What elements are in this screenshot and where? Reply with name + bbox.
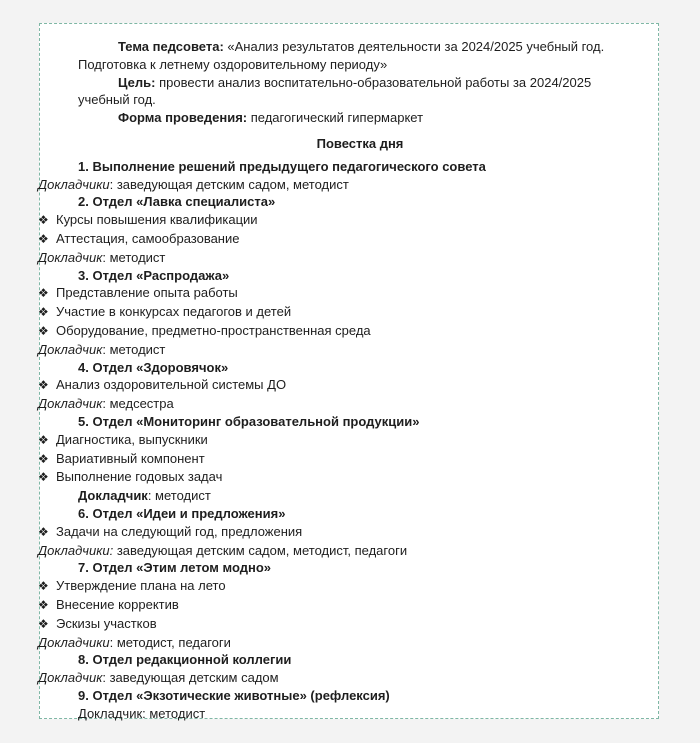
agenda-list bbox=[38, 158, 642, 723]
speaker-label: Докладчики: bbox=[38, 542, 114, 558]
agenda-bullet-item bbox=[38, 615, 642, 634]
speaker-label: Докладчик bbox=[78, 705, 143, 721]
diamond-bullet-icon: ❖ bbox=[38, 616, 49, 631]
agenda-bullet-item bbox=[38, 450, 642, 469]
speaker-text: : заведующая детским садом bbox=[102, 670, 279, 686]
diamond-bullet-icon: ❖ bbox=[38, 524, 49, 539]
agenda-item-title: 5. Отдел «Мониторинг образовательной продукции» bbox=[78, 413, 420, 429]
bullet-text: Утверждение плана на лето bbox=[56, 578, 226, 594]
diamond-bullet-icon: ❖ bbox=[38, 451, 49, 466]
agenda-bullet-item bbox=[38, 596, 642, 615]
bullet-text: Эскизы участков bbox=[56, 615, 157, 631]
agenda-bullet-item bbox=[38, 211, 642, 230]
agenda-bullet-item bbox=[38, 303, 642, 322]
goal-paragraph bbox=[40, 74, 642, 110]
agenda-title: Повестка дня bbox=[316, 135, 404, 151]
bullet-text: Выполнение годовых задач bbox=[56, 469, 223, 485]
speaker-line bbox=[38, 542, 642, 560]
bullet-text: Оборудование, предметно-пространственная среда bbox=[56, 322, 371, 338]
form-paragraph bbox=[40, 109, 642, 127]
speaker-text: : заведующая детским садом, методист bbox=[109, 176, 349, 192]
bullet-text: Участие в конкурсах педагогов и детей bbox=[56, 304, 292, 320]
speaker-text: : методист bbox=[147, 488, 211, 504]
diamond-bullet-icon: ❖ bbox=[38, 231, 49, 246]
agenda-item-title: 7. Отдел «Этим летом модно» bbox=[78, 560, 272, 576]
speaker-line bbox=[38, 395, 642, 413]
speaker-label: Докладчик bbox=[78, 488, 148, 504]
agenda-bullet-item bbox=[38, 431, 642, 450]
speaker-label: Докладчики bbox=[38, 176, 110, 192]
agenda-item-title: 4. Отдел «Здоровячок» bbox=[78, 359, 229, 375]
speaker-label: Докладчик bbox=[38, 670, 103, 686]
bullet-text: Задачи на следующий год, предложения bbox=[56, 523, 303, 539]
bullet-text: Внесение корректив bbox=[56, 596, 179, 612]
speaker-line bbox=[38, 669, 642, 687]
speaker-line bbox=[78, 487, 642, 505]
bullet-text: Аттестация, самообразование bbox=[56, 230, 240, 246]
theme-label: Тема педсовета: bbox=[118, 39, 224, 54]
diamond-bullet-icon: ❖ bbox=[38, 597, 49, 612]
agenda-item-title: 6. Отдел «Идеи и предложения» bbox=[78, 505, 286, 521]
agenda-item-title: 8. Отдел редакционной коллегии bbox=[78, 652, 292, 668]
form-text: педагогический гипермаркет bbox=[247, 110, 424, 126]
speaker-line bbox=[38, 634, 642, 652]
agenda-bullet-item bbox=[38, 468, 642, 487]
speaker-line bbox=[38, 176, 642, 194]
agenda-bullet-item bbox=[38, 284, 642, 303]
bullet-text: Представление опыта работы bbox=[56, 285, 238, 301]
speaker-text: заведующая детским садом, методист, педагоги bbox=[113, 542, 408, 558]
diamond-bullet-icon: ❖ bbox=[38, 305, 49, 320]
bullet-text: Диагностика, выпускники bbox=[56, 431, 208, 447]
agenda-bullet-item bbox=[38, 577, 642, 596]
speaker-text: : методист bbox=[102, 341, 166, 357]
bullet-text: Курсы повышения квалификации bbox=[56, 212, 258, 228]
goal-text: провести анализ воспитательно-образовательной работы за 2024/2025 учебный год. bbox=[78, 74, 592, 108]
speaker-text: : медсестра bbox=[102, 396, 174, 412]
diamond-bullet-icon: ❖ bbox=[38, 323, 49, 338]
theme-paragraph bbox=[40, 38, 642, 74]
theme-text: «Анализ результатов деятельности за 2024/2025 учебный год. Подготовка к летнему оздоровительному периоду» bbox=[78, 39, 605, 72]
agenda-item-title: 2. Отдел «Лавка специалиста» bbox=[78, 194, 276, 210]
speaker-line bbox=[38, 341, 642, 359]
speaker-label: Докладчик bbox=[38, 396, 103, 412]
form-label: Форма проведения: bbox=[118, 110, 248, 126]
agenda-bullet-item bbox=[38, 322, 642, 341]
speaker-line bbox=[78, 705, 642, 723]
agenda-item-title: 3. Отдел «Распродажа» bbox=[78, 267, 230, 283]
agenda-item-title: 9. Отдел «Экзотические животные» (рефлексия) bbox=[78, 687, 390, 703]
diamond-bullet-icon: ❖ bbox=[38, 579, 49, 594]
speaker-label: Докладчики bbox=[38, 634, 110, 650]
speaker-text: : методист bbox=[102, 249, 166, 265]
speaker-text: : методист bbox=[142, 705, 206, 721]
bullet-text: Вариативный компонент bbox=[56, 450, 205, 466]
diamond-bullet-icon: ❖ bbox=[38, 432, 49, 447]
diamond-bullet-icon: ❖ bbox=[38, 286, 49, 301]
document-frame bbox=[39, 23, 659, 719]
speaker-label: Докладчик bbox=[38, 341, 103, 357]
agenda-bullet-item bbox=[38, 230, 642, 249]
diamond-bullet-icon: ❖ bbox=[38, 470, 49, 485]
speaker-line bbox=[38, 249, 642, 267]
speaker-label: Докладчик bbox=[38, 249, 103, 265]
goal-label: Цель: bbox=[118, 74, 156, 90]
agenda-bullet-item bbox=[38, 376, 642, 395]
bullet-text: Анализ оздоровительной системы ДО bbox=[56, 377, 287, 393]
agenda-item-title: 1. Выполнение решений предыдущего педагогического совета bbox=[78, 158, 486, 174]
diamond-bullet-icon: ❖ bbox=[38, 213, 49, 228]
diamond-bullet-icon: ❖ bbox=[38, 378, 49, 393]
agenda-bullet-item bbox=[38, 523, 642, 542]
speaker-text: : методист, педагоги bbox=[109, 634, 231, 650]
